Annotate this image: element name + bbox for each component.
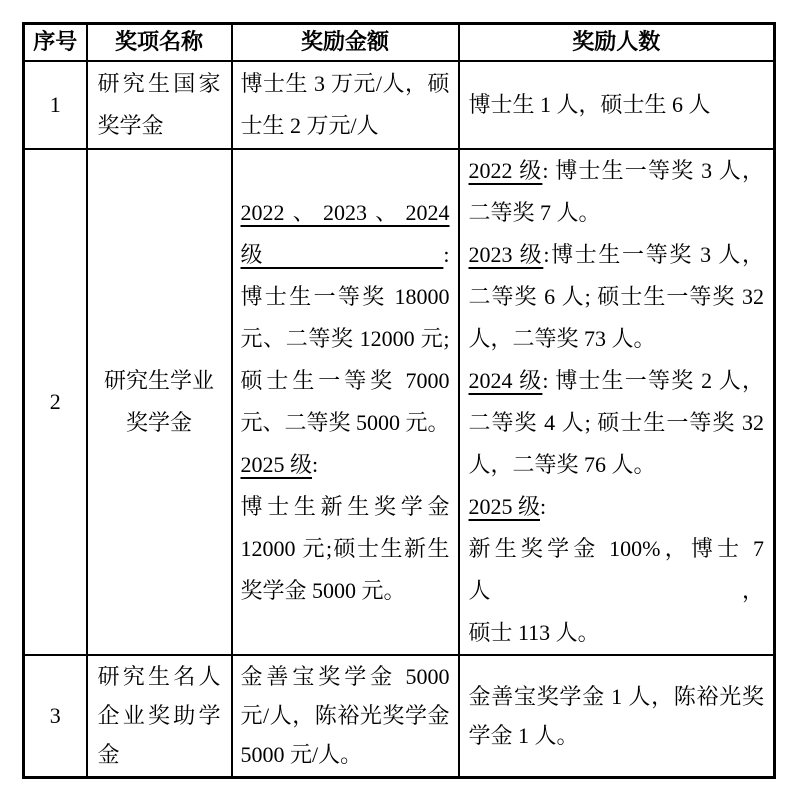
text-line	[241, 570, 450, 612]
text-segment: 金	[97, 742, 120, 768]
text-segment: 硕士生一等奖 7000	[240, 367, 450, 393]
text-line	[98, 657, 221, 696]
table-row-celebrity-enterprise-scholarship	[24, 655, 775, 778]
text-segment: 硕士 113 人。	[468, 619, 600, 645]
text-segment: :	[443, 241, 450, 267]
text-segment: 金善宝奖学金 1 人，陈裕光奖	[468, 683, 764, 709]
table-row-academic-scholarship	[24, 149, 775, 655]
serial-cell: 3	[24, 655, 87, 778]
text-line	[469, 234, 765, 276]
award-amount-cell	[232, 61, 459, 149]
award-people-cell	[459, 655, 775, 778]
text-line	[469, 318, 765, 360]
text-line	[469, 612, 765, 654]
text-segment: : 博士生一等奖 2 人，	[542, 367, 764, 393]
text-segment: 新生奖学金 100%，博士 7 人，	[468, 535, 764, 603]
text-line	[241, 63, 450, 105]
text-line	[98, 735, 221, 774]
text-line	[98, 63, 221, 105]
award-amount-cell	[232, 655, 459, 778]
text-line	[241, 657, 450, 696]
text-line	[241, 696, 450, 735]
text-segment: 二等奖 7 人。	[468, 199, 601, 225]
text-segment: 奖学金 5000 元。	[240, 577, 406, 603]
underlined-segment: 2022、2023、2024 级	[240, 199, 450, 267]
table-row-national-scholarship	[24, 61, 775, 149]
header-row	[24, 24, 775, 61]
text-line	[241, 486, 450, 528]
text-line	[469, 444, 765, 486]
text-line	[469, 486, 765, 528]
text-line	[469, 528, 765, 612]
text-segment: 博士生 1 人，硕士生 6 人	[468, 91, 711, 117]
text-segment: :	[540, 493, 547, 519]
text-segment: :博士生一等奖 3 人，	[543, 241, 764, 267]
award-amount-cell	[232, 149, 459, 655]
text-segment: 博士生 3 万元/人，硕	[240, 70, 450, 96]
text-line	[98, 105, 221, 147]
underlined-segment: 2024 级	[468, 367, 543, 393]
text-segment: 士生 2 万元/人	[240, 112, 379, 138]
text-line	[241, 528, 450, 570]
text-segment: 5000 元/人。	[240, 742, 363, 768]
text-line	[98, 402, 221, 444]
text-segment: 元、二等奖 12000 元;	[240, 325, 450, 351]
text-line	[241, 735, 450, 774]
text-line	[241, 360, 450, 402]
text-segment: 奖学金	[97, 112, 164, 138]
scholarship-table	[22, 22, 776, 779]
text-line	[469, 402, 765, 444]
text-segment: 学金 1 人。	[468, 722, 579, 748]
serial-cell: 2	[24, 149, 87, 655]
underlined-segment: 2025 级	[468, 493, 541, 519]
underlined-segment: 2025 级	[240, 451, 313, 477]
header-cell-award-people: 奖励人数	[459, 24, 775, 61]
text-line	[241, 105, 450, 147]
underlined-segment: 2022 级	[468, 157, 543, 183]
text-line	[98, 360, 221, 402]
header-cell-award-name: 奖项名称	[87, 24, 232, 61]
text-line	[98, 696, 221, 735]
award-name-cell	[87, 61, 232, 149]
text-segment: 元、二等奖 5000 元。	[240, 409, 450, 435]
text-segment: 研究生学业	[103, 367, 214, 393]
text-segment: 二等奖 4 人; 硕士生一等奖 32	[468, 409, 764, 435]
text-line	[241, 276, 450, 318]
text-line	[469, 84, 765, 126]
underlined-segment: 2023 级	[468, 241, 544, 267]
text-segment: 研究生国家	[97, 70, 221, 96]
text-line	[241, 402, 450, 444]
text-segment: 博士生新生奖学金	[240, 493, 450, 519]
text-segment: 元/人，陈裕光奖学金	[240, 703, 450, 729]
award-people-cell	[459, 61, 775, 149]
text-segment: :	[312, 451, 319, 477]
text-line	[469, 716, 765, 755]
text-line	[469, 192, 765, 234]
text-line	[469, 276, 765, 318]
text-segment: 12000 元;硕士生新生	[240, 535, 450, 561]
award-name-cell	[87, 655, 232, 778]
text-segment: 人，二等奖 76 人。	[468, 451, 656, 477]
text-line	[241, 192, 450, 276]
award-people-cell	[459, 149, 775, 655]
text-line	[241, 444, 450, 486]
text-line	[469, 360, 765, 402]
text-segment: 人，二等奖 73 人。	[468, 325, 656, 351]
header-cell-serial: 序号	[24, 24, 87, 61]
text-segment: : 博士生一等奖 3 人，	[542, 157, 764, 183]
text-line	[469, 677, 765, 716]
award-name-cell	[87, 149, 232, 655]
text-segment: 二等奖 6 人; 硕士生一等奖 32	[468, 283, 764, 309]
text-line	[469, 150, 765, 192]
serial-cell: 1	[24, 61, 87, 149]
text-segment: 企业奖助学	[97, 703, 221, 729]
header-cell-award-amount: 奖励金额	[232, 24, 459, 61]
text-line	[241, 318, 450, 360]
text-segment: 金善宝奖学金 5000	[240, 664, 450, 690]
text-segment: 博士生一等奖 18000	[240, 283, 450, 309]
text-segment: 研究生名人	[97, 664, 221, 690]
text-segment: 奖学金	[125, 409, 192, 435]
